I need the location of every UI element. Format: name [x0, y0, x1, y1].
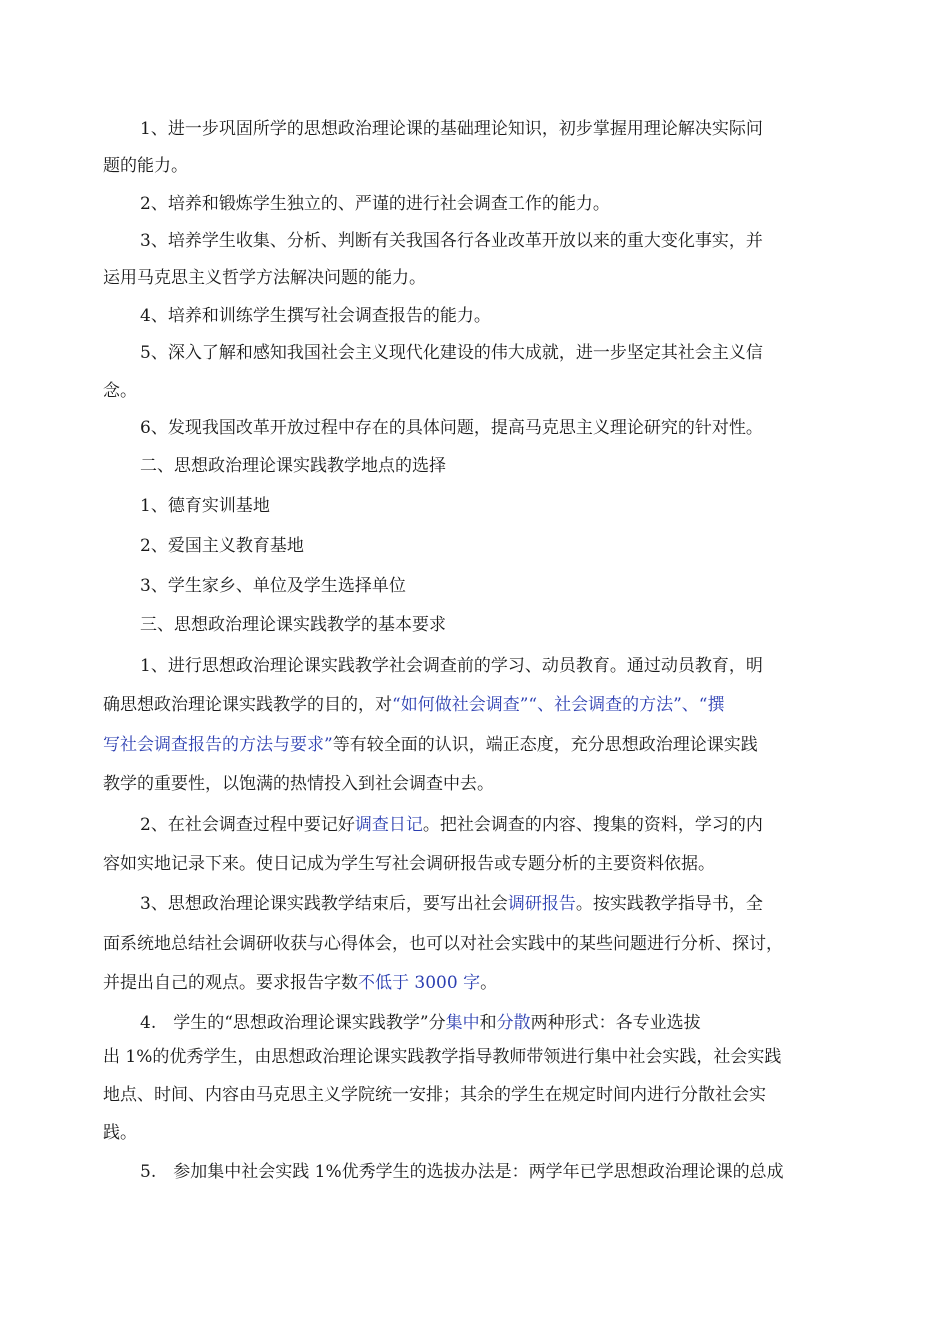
item-1-line-2: 题的能力。 [103, 156, 188, 176]
s3-p3-text-3c: 。 [480, 973, 498, 993]
dispersed-link[interactable]: 分散 [496, 1013, 531, 1033]
s3-p4-line-4: 践。 [103, 1123, 137, 1143]
item-3-line-1: 3、培养学生收集、分析、判断有关我国各行各业改革开放以来的重大变化事实，并 [140, 231, 763, 251]
s3-p3-text-a: 3、思想政治理论课实践教学结束后，要写出社会 [140, 894, 508, 914]
section-2-item-2: 2、爱国主义教育基地 [140, 536, 304, 556]
survey-diary-link[interactable]: 调查日记 [354, 815, 423, 835]
item-5-line-2: 念。 [103, 381, 137, 401]
s3-p4-text-c: 和 [479, 1013, 497, 1033]
s3-p4-line-1 [140, 1012, 860, 1034]
s3-p2-line-1 [140, 814, 860, 836]
s3-p1-line-3 [103, 734, 863, 756]
section-2-item-3: 3、学生家乡、单位及学生选择单位 [140, 576, 406, 596]
item-1-line-1: 1、进一步巩固所学的思想政治理论课的基础理论知识，初步掌握用理论解决实际问 [140, 119, 763, 139]
word-count-link[interactable]: 不低于 3000 字 [358, 973, 481, 993]
item-3-line-2: 运用马克思主义哲学方法解决问题的能力。 [103, 268, 426, 288]
item-4: 4、培养和训练学生撰写社会调查报告的能力。 [140, 306, 491, 326]
section-2-heading: 二、思想政治理论课实践教学地点的选择 [140, 456, 446, 476]
s3-p3-line-3 [103, 972, 863, 994]
item-2: 2、培养和锻炼学生独立的、严谨的进行社会调查工作的能力。 [140, 194, 610, 214]
s3-p4-line-2: 出 1%的优秀学生，由思想政治理论课实践教学指导教师带领进行集中社会实践，社会实践 [103, 1047, 782, 1067]
s3-p4-line-3: 地点、时间、内容由马克思主义学院统一安排；其余的学生在规定时间内进行分散社会实 [103, 1085, 766, 1105]
section-3-heading: 三、思想政治理论课实践教学的基本要求 [140, 615, 446, 635]
s3-p3-text-c: 。按实践教学指导书，全 [575, 894, 763, 914]
concentrated-link[interactable]: 集中 [445, 1013, 480, 1033]
s3-p1-line-1: 1、进行思想政治理论课实践教学社会调查前的学习、动员教育。通过动员教育，明 [140, 656, 763, 676]
report-method-link[interactable]: 写社会调查报告的方法与要求” [103, 735, 333, 755]
research-report-link[interactable]: 调研报告 [507, 894, 576, 914]
section-2-item-1: 1、德育实训基地 [140, 496, 270, 516]
s3-p1-line-4: 教学的重要性，以饱满的热情投入到社会调查中去。 [103, 774, 494, 794]
s3-p1-line-2-text: 确思想政治理论课实践教学的目的，对 [103, 695, 392, 715]
item-6: 6、发现我国改革开放过程中存在的具体问题，提高马克思主义理论研究的针对性。 [140, 418, 763, 438]
s3-p1-line-2 [103, 694, 863, 716]
s3-p2-text-c: 。把社会调查的内容、搜集的资料，学习的内 [422, 815, 763, 835]
item-5-line-1: 5、深入了解和感知我国社会主义现代化建设的伟大成就，进一步坚定其社会主义信 [140, 343, 763, 363]
s3-p3-line-1 [140, 893, 860, 915]
s3-p4-text-a: 4. 学生的“思想政治理论课实践教学”分 [140, 1013, 446, 1033]
s3-p4-text-e: 两种形式：各专业选拔 [530, 1013, 701, 1033]
s3-p5-line-1: 5. 参加集中社会实践 1%优秀学生的选拔办法是：两学年已学思想政治理论课的总成 [140, 1162, 784, 1182]
s3-p1-line-3-text: 等有较全面的认识，端正态度，充分思想政治理论课实践 [332, 735, 758, 755]
s3-p3-text-3a: 并提出自己的观点。要求报告字数 [103, 973, 358, 993]
s3-p2-text-a: 2、在社会调查过程中要记好 [140, 815, 355, 835]
survey-method-link[interactable]: “如何做社会调查”“、社会调查的方法”、“撰 [392, 695, 725, 715]
s3-p3-line-2: 面系统地总结社会调研收获与心得体会，也可以对社会实践中的某些问题进行分析、探讨， [103, 934, 783, 954]
s3-p2-line-2: 容如实地记录下来。使日记成为学生写社会调研报告或专题分析的主要资料依据。 [103, 854, 715, 874]
